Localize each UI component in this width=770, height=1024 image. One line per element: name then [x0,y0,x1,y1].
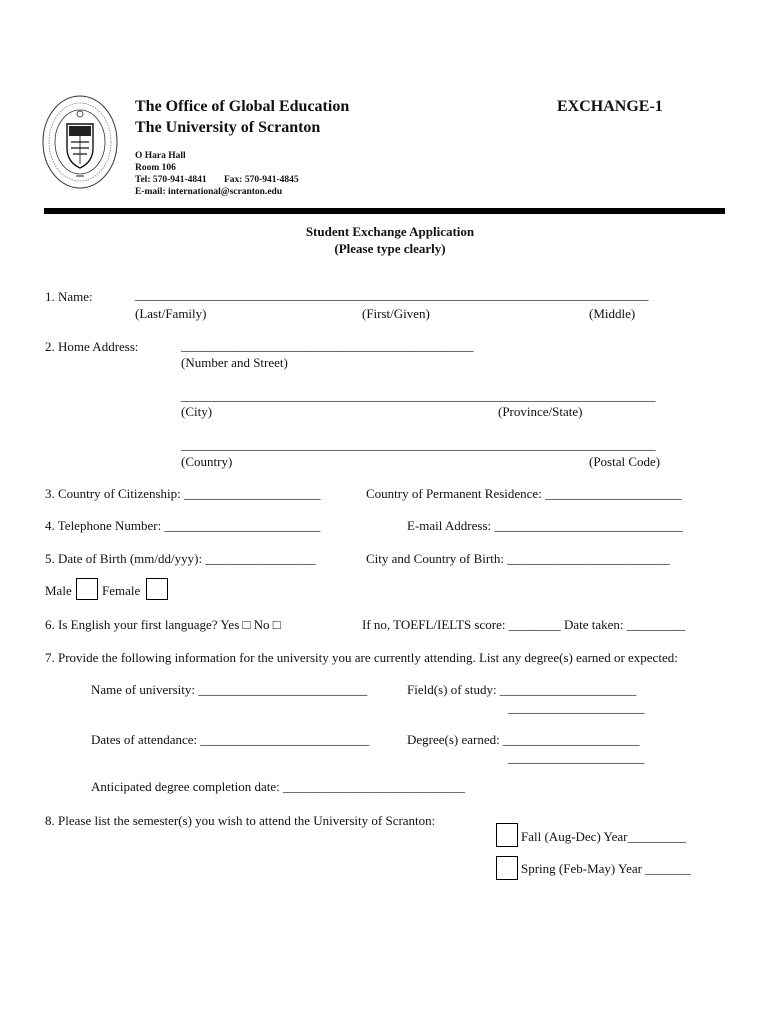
degree-earned-field[interactable]: Degree(s) earned: _____________________ [407,732,640,747]
female-checkbox[interactable] [146,578,168,600]
middle-name-caption: (Middle) [589,306,636,321]
province-caption: (Province/State) [498,404,583,419]
fax: Fax: 570-941-4845 [224,175,299,185]
telephone-field[interactable]: 4. Telephone Number: ________________________ [45,518,321,533]
citizenship-field[interactable]: 3. Country of Citizenship: _____________________ [45,486,321,501]
permanent-residence-field[interactable]: Country of Permanent Residence: _____________________ [366,486,682,501]
birthplace-field[interactable]: City and Country of Birth: _________________________ [366,551,670,566]
first-name-caption: (First/Given) [362,306,430,321]
spring-semester-checkbox[interactable] [496,856,518,880]
street-caption: (Number and Street) [181,355,288,370]
home-address-label: 2. Home Address: [45,339,139,354]
date-of-birth-field[interactable]: 5. Date of Birth (mm/dd/yyy): _________________ [45,551,316,566]
male-checkbox[interactable] [76,578,98,600]
name-label: 1. Name: [45,289,93,304]
field-of-study-line-2[interactable]: _____________________ [508,700,645,715]
female-label: Female [102,583,141,598]
last-name-caption: (Last/Family) [135,306,207,321]
header-divider [44,208,725,214]
current-university-instructions: 7. Provide the following information for the university you are currently attending. List any degree(s) earned or expected: [45,650,678,665]
field-of-study-field[interactable]: Field(s) of study: _____________________ [407,682,637,697]
toefl-ielts-field[interactable]: If no, TOEFL/IELTS score: ________ Date taken: _________ [362,617,686,632]
form-subtitle: (Please type clearly) [334,241,446,256]
street-field[interactable]: _____________________________________________ [181,338,474,353]
contact-email: E-mail: international@scranton.edu [135,187,283,197]
room-number: Room 106 [135,163,176,173]
university-seal-icon [40,92,120,192]
city-field[interactable]: _________________________________________________________________________ [181,388,656,403]
postal-code-caption: (Postal Code) [589,454,661,469]
telephone: Tel: 570-941-4841 [135,175,207,185]
completion-date-field[interactable]: Anticipated degree completion date: ____________________________ [91,779,466,794]
form-code: EXCHANGE-1 [557,98,663,115]
spring-semester-label: Spring (Feb-May) Year _______ [521,861,691,876]
university-name-field[interactable]: Name of university: __________________________ [91,682,368,697]
form-title: Student Exchange Application [305,224,475,239]
dates-of-attendance-field[interactable]: Dates of attendance: __________________________ [91,732,370,747]
university-name: The University of Scranton [135,119,321,136]
english-first-language-question[interactable]: 6. Is English your first language? Yes □ No □ [45,617,281,632]
country-caption: (Country) [181,454,233,469]
fall-semester-label: Fall (Aug-Dec) Year_________ [521,829,687,844]
email-field[interactable]: E-mail Address: _____________________________ [407,518,683,533]
city-caption: (City) [181,404,213,419]
male-label: Male [45,583,72,598]
office-name: The Office of Global Education [135,98,350,115]
fall-semester-checkbox[interactable] [496,823,518,847]
degree-earned-line-2[interactable]: _____________________ [508,750,645,765]
building-name: O Hara Hall [135,151,186,161]
country-field[interactable]: _________________________________________________________________________ [181,437,656,452]
semester-question: 8. Please list the semester(s) you wish to attend the University of Scranton: [45,813,436,828]
name-field[interactable]: _______________________________________________________________________________ [135,287,649,302]
